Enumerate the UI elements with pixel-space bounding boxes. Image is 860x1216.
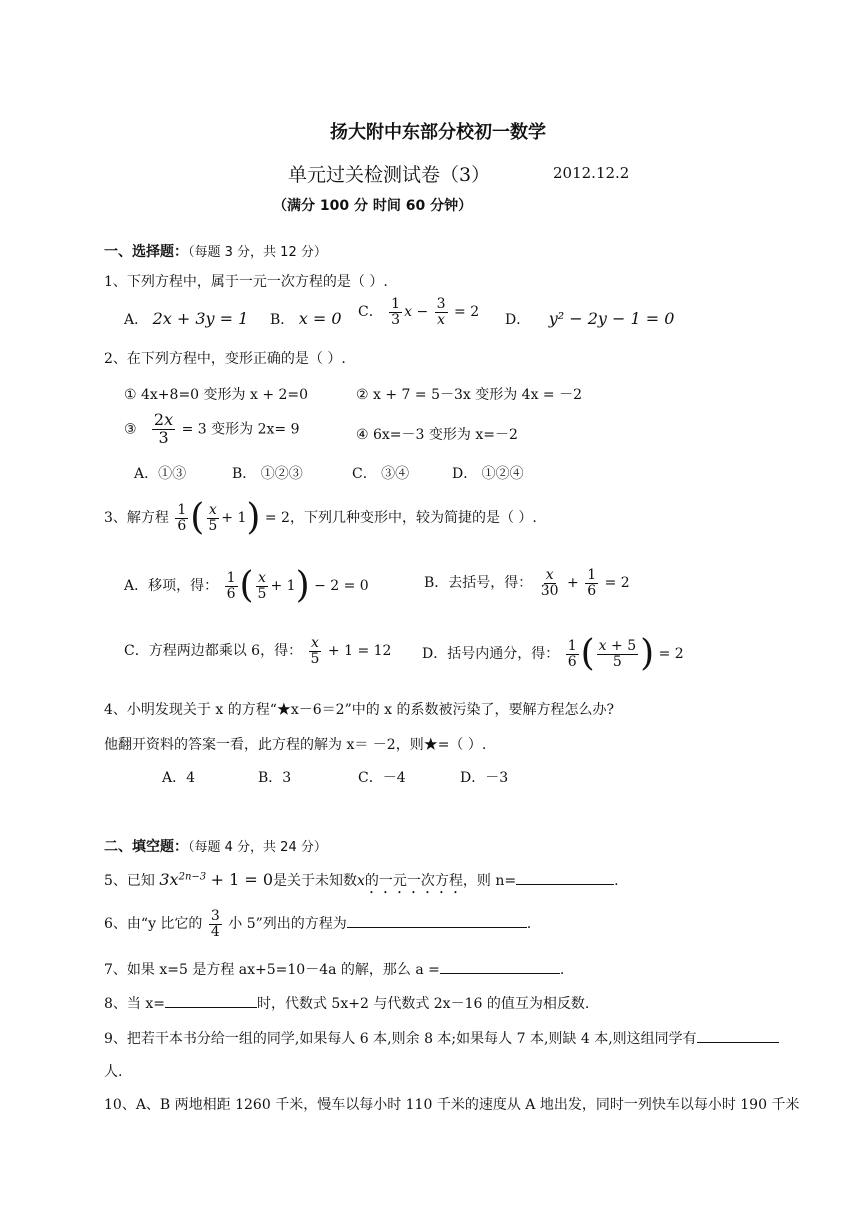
answer-blank-equation[interactable]	[347, 913, 527, 928]
question-3-stem: 3、解方程 $\frac{1}{6}$ ( $\frac{x}{5}$ + 1) = 2，下列几种变形中，较为简捷的是（ ）.	[104, 497, 537, 538]
question-4-option-a: A．4	[162, 770, 196, 786]
question-10: 10、A、B 两地相距 1260 千米，慢车以每小时 110 千米的速度从 A 地出发，同时一列快车以每小时 190 千米	[104, 1097, 800, 1113]
question-9-line-1: 9、把若干本书分给一组的同学,如果每人 6 本,则余 8 本;如果每人 7 本,则缺 4 本,则这组同学有	[104, 1028, 779, 1048]
fraction-one-third: $\frac{1}{3}$	[391, 296, 401, 328]
question-3-option-c: C．方程两边都乘以 6，得： $\frac{x}{5}$ + 1 = 12	[124, 635, 392, 667]
question-2-option-b: B． ①②③	[232, 466, 303, 482]
question-4-line-2: 他翻开资料的答案一看，此方程的解为 x＝ －2，则★=（ ）.	[104, 737, 487, 753]
answer-blank-x[interactable]	[165, 993, 257, 1008]
question-1-stem: 1、下列方程中，属于一元一次方程的是（ ）.	[104, 274, 388, 290]
question-4-option-b: B．3	[258, 770, 292, 786]
answer-blank-students[interactable]	[697, 1028, 779, 1043]
question-2-item-4: ④ 6x=－3 变形为 x=－2	[356, 427, 518, 443]
question-3-option-a: A．移项，得： $\frac{1}{6}$ ( $\frac{x}{5}$ + 1) − 2 = 0	[124, 565, 369, 606]
page-title: 扬大附中东部分校初一数学	[330, 122, 546, 143]
question-1-option-c: C． $\frac{1}{3}$ x − $\frac{3}{x}$ = 2	[358, 296, 480, 328]
exam-info: （满分 100 分 时间 60 分钟）	[273, 198, 473, 214]
question-3-option-d: D．括号内通分，得： $\frac{1}{6}$ ( $\frac{x + 5}{5}$ ) = 2	[422, 633, 684, 674]
question-7: 7、如果 x=5 是方程 ax+5=10－4a 的解，那么 a = .	[104, 959, 564, 979]
question-1-option-d: D． y² − 2y − 1 = 0	[505, 309, 675, 328]
question-8: 8、当 x= 时，代数式 5x+2 与代数式 2x－16 的值互为相反数.	[104, 993, 589, 1013]
question-2-stem: 2、在下列方程中，变形正确的是（ ）.	[104, 351, 346, 367]
question-3-option-b: B．去括号，得： $\frac{x}{30}$ + $\frac{1}{6}$ = 2	[424, 567, 630, 599]
page-subtitle: 单元过关检测试卷（3）	[288, 164, 491, 186]
question-2-item-2: ② x + 7 = 5－3x 变形为 4x = －2	[356, 387, 583, 403]
question-1-option-a: A． 2x + 3y = 1	[124, 309, 249, 328]
question-1-option-b: B． x = 0	[270, 309, 342, 328]
question-2-item-1: ① 4x+8=0 变形为 x + 2=0	[124, 387, 309, 403]
question-6: 6、由“y 比它的 $\frac{3}{4}$ 小 5”列出的方程为 .	[104, 908, 532, 940]
fraction-three-over-x: $\frac{3}{x}$	[436, 296, 446, 328]
question-2-item-3: ③ $\frac{2x}{3}$ = 3 变形为 2x= 9	[124, 410, 300, 447]
section-heading-fill: 二、填空题：（每题 4 分，共 24 分）	[104, 839, 327, 855]
question-9-line-2: 人.	[104, 1064, 123, 1080]
question-5: 5、已知 $3x^{2n-3} + 1 = 0$是关于未知数x的一元一次方程，则 n= .	[104, 870, 619, 889]
exam-date: 2012.12.2	[553, 164, 630, 182]
question-2-option-a: A．①③	[134, 466, 187, 482]
question-4-line-1: 4、小明发现关于 x 的方程“★x－6＝2”中的 x 的系数被污染了，要解方程怎么办?	[104, 702, 615, 718]
section-heading-choice: 一、选择题：（每题 3 分，共 12 分）	[104, 244, 327, 260]
question-4-option-d: D．－3	[460, 770, 509, 786]
fraction-2x-over-3: $\frac{2x}{3}$	[153, 410, 174, 447]
question-4-option-c: C．－4	[358, 770, 406, 786]
answer-blank-n[interactable]	[516, 870, 614, 885]
question-2-option-d: D． ①②④	[452, 466, 524, 482]
question-2-option-c: C． ③④	[352, 466, 410, 482]
answer-blank-a[interactable]	[440, 959, 560, 974]
